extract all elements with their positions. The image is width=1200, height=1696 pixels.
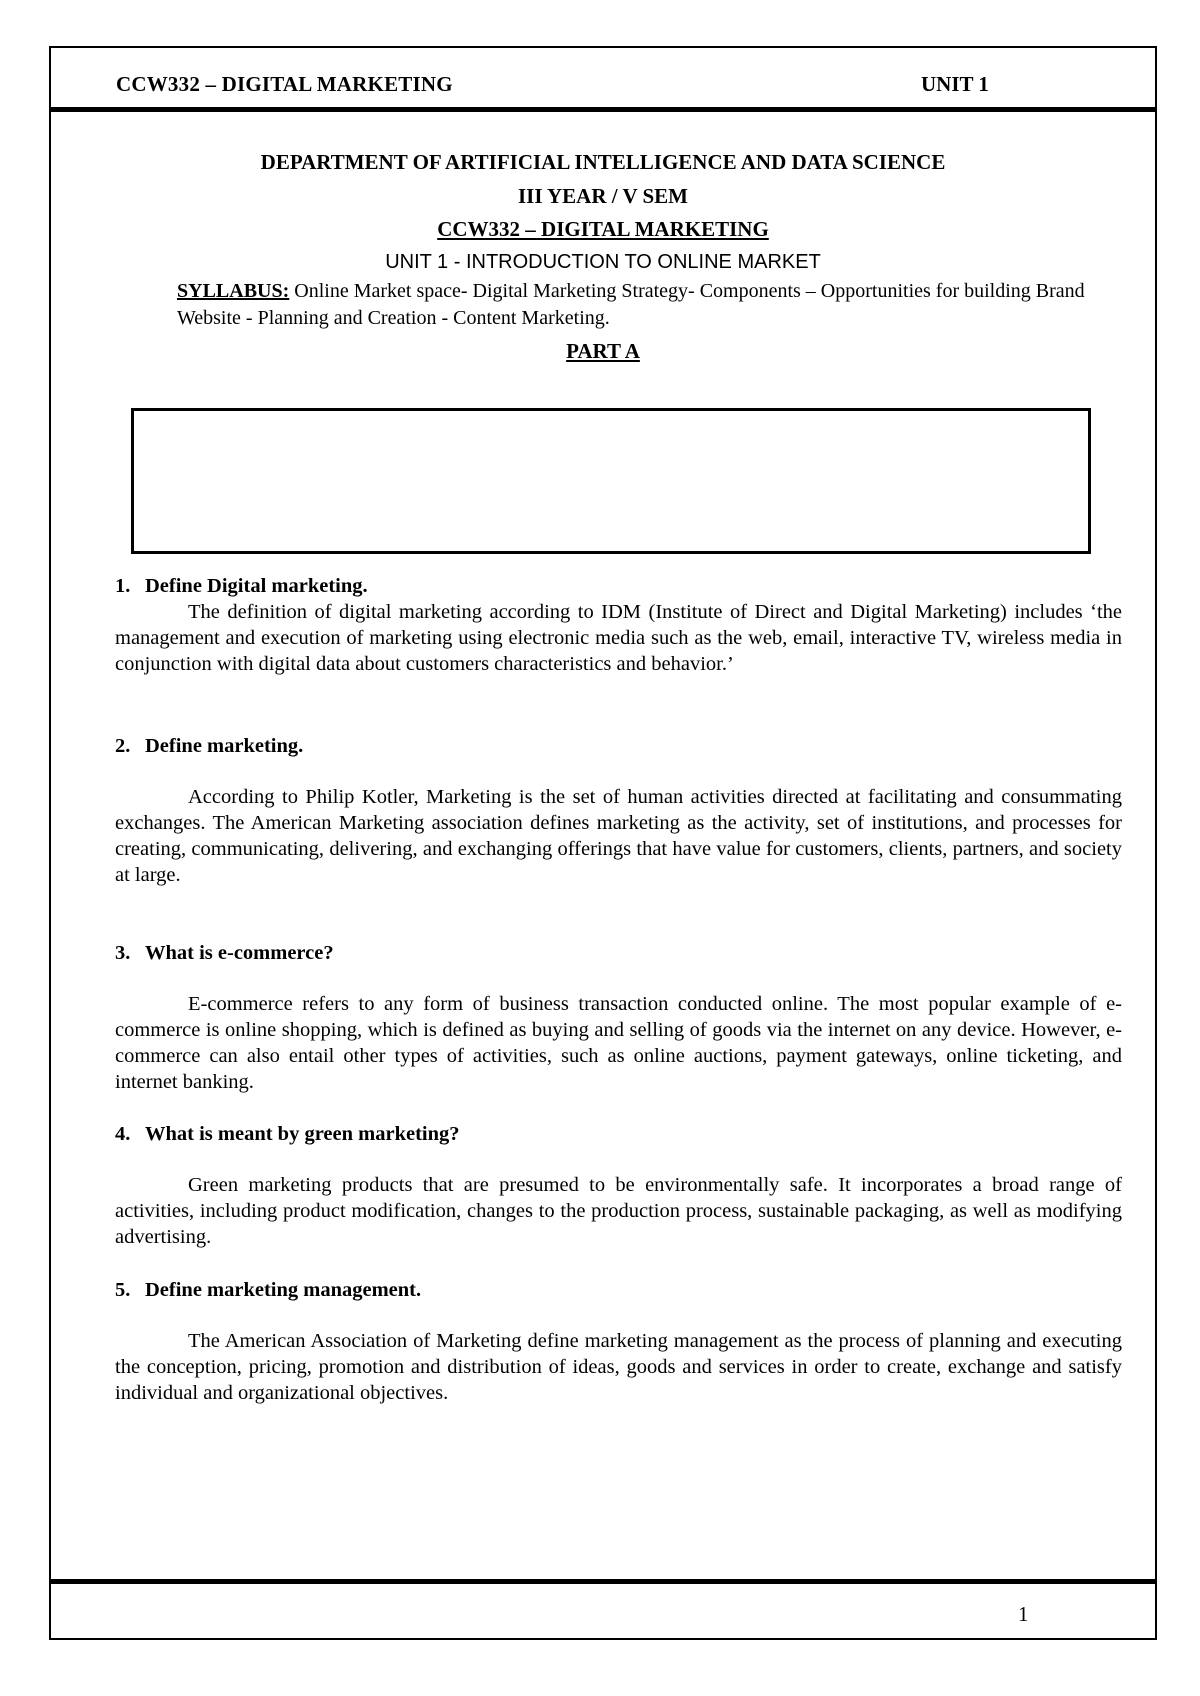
question-heading bbox=[115, 1121, 1122, 1147]
year-semester: III YEAR / V SEM bbox=[518, 184, 688, 208]
department-title: DEPARTMENT OF ARTIFICIAL INTELLIGENCE AND DATA SCIENCE bbox=[260, 150, 946, 174]
syllabus-label: SYLLABUS: bbox=[177, 280, 290, 302]
answer-text: The definition of digital marketing according to IDM (Institute of Direct and Digital Marketing) includes ‘the management and execution of marketing using electronic media such as the web, email, interactive TV, wireless media in conjunction with digital data about customers characteristics and behavior.’ bbox=[115, 601, 1122, 675]
question-item bbox=[115, 1121, 1122, 1250]
question-number: 3. bbox=[115, 942, 131, 964]
question-heading bbox=[115, 733, 1122, 759]
header-course-title: CCW332 – DIGITAL MARKETING bbox=[116, 72, 453, 96]
footer-rule bbox=[51, 1579, 1155, 1584]
syllabus bbox=[177, 278, 1137, 332]
part-a-heading: PART A bbox=[566, 339, 640, 363]
question-text: Define marketing management. bbox=[145, 1279, 422, 1301]
syllabus-text: Online Market space- Digital Marketing Strategy- Components – Opportunities for building Brand Website - Planning and Creation - Content Marketing. bbox=[177, 280, 1085, 329]
question-item bbox=[115, 573, 1122, 677]
question-number: 1. bbox=[115, 575, 131, 597]
question-number: 5. bbox=[115, 1279, 131, 1301]
answer-text: Green marketing products that are presumed to be environmentally safe. It incorporates a broad range of activities, including product modification, changes to the production process, sustainable packaging, as well as modifying advertising. bbox=[115, 1174, 1122, 1248]
answer-text: According to Philip Kotler, Marketing is the set of human activities directed at facilitating and consummating exchanges. The American Marketing association defines marketing as the activity, set of institutions, and processes for creating, communicating, delivering, and exchanging offerings that have value for customers, clients, partners, and society at large. bbox=[115, 786, 1122, 886]
header-unit: UNIT 1 bbox=[921, 72, 989, 96]
question-text: What is e-commerce? bbox=[145, 942, 334, 964]
question-text: Define marketing. bbox=[145, 735, 304, 757]
question-item bbox=[115, 940, 1122, 1095]
question-number: 2. bbox=[115, 735, 131, 757]
empty-box bbox=[131, 408, 1091, 554]
question-text: Define Digital marketing. bbox=[145, 575, 368, 597]
page-header bbox=[51, 48, 1155, 112]
question-heading bbox=[115, 1277, 1122, 1303]
unit-title: UNIT 1 - INTRODUCTION TO ONLINE MARKET bbox=[385, 251, 821, 273]
question-heading bbox=[115, 940, 1122, 966]
question-number: 4. bbox=[115, 1123, 131, 1145]
answer-text: The American Association of Marketing define marketing management as the process of planning and executing the conception, pricing, promotion and distribution of ideas, goods and services in order to create, exchange and satisfy individual and organizational objectives. bbox=[115, 1330, 1122, 1404]
page-number: 1 bbox=[1018, 1602, 1029, 1626]
question-text: What is meant by green marketing? bbox=[145, 1123, 460, 1145]
question-heading bbox=[115, 573, 1122, 599]
course-title: CCW332 – DIGITAL MARKETING bbox=[437, 217, 769, 241]
question-item bbox=[115, 733, 1122, 888]
answer-text: E-commerce refers to any form of business transaction conducted online. The most popular example of e-commerce is online shopping, which is defined as buying and selling of goods via the internet on any device. However, e-commerce can also entail other types of activities, such as online auctions, payment gateways, online ticketing, and internet banking. bbox=[115, 993, 1122, 1093]
question-item bbox=[115, 1277, 1122, 1406]
